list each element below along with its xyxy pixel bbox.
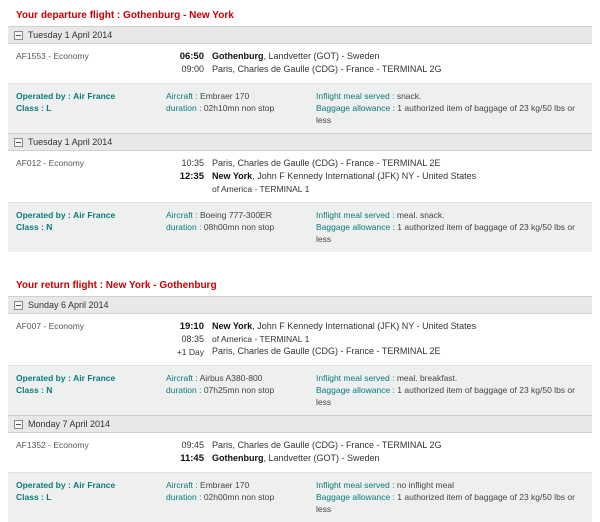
flight-number: AF007 - Economy bbox=[16, 321, 85, 331]
flight-row bbox=[8, 314, 592, 365]
class-line bbox=[16, 491, 166, 503]
arrival-place bbox=[212, 345, 586, 358]
operated-by-line bbox=[16, 90, 166, 102]
arrival-airport: Paris, Charles de Gaulle (CDG) - France - TERMINAL 2G bbox=[212, 64, 442, 74]
arrival-time: 08:35 bbox=[181, 334, 204, 344]
flight-times bbox=[166, 439, 212, 465]
flight-places bbox=[212, 50, 586, 76]
meal-label: Inflight meal served : bbox=[316, 373, 395, 383]
arrival-airport: Paris, Charles de Gaulle (CDG) - France - TERMINAL 2E bbox=[212, 346, 441, 356]
aircraft-value: Embraer 170 bbox=[200, 91, 250, 101]
operated-by-label: Operated by : bbox=[16, 91, 71, 101]
departure-airport: , John F Kennedy International (JFK) NY - United States bbox=[252, 321, 477, 331]
arrival-time: 11:45 bbox=[180, 453, 204, 464]
aircraft-label: Aircraft : bbox=[166, 373, 198, 383]
duration-label: duration : bbox=[166, 385, 202, 395]
flight-block bbox=[8, 44, 592, 133]
arrival-city: New York bbox=[212, 171, 253, 181]
flight-times bbox=[166, 157, 212, 183]
aircraft-line bbox=[166, 372, 316, 384]
aircraft-column bbox=[166, 90, 316, 126]
departure-place-sub: of America - TERMINAL 1 bbox=[212, 334, 310, 344]
operator-column bbox=[16, 209, 166, 245]
flight-row bbox=[8, 44, 592, 83]
duration-label: duration : bbox=[166, 492, 202, 502]
aircraft-line bbox=[166, 90, 316, 102]
operated-by-value: Air France bbox=[73, 210, 116, 220]
class-line bbox=[16, 384, 166, 396]
service-column bbox=[316, 209, 586, 245]
operated-by-label: Operated by : bbox=[16, 480, 71, 490]
aircraft-column bbox=[166, 209, 316, 245]
class-label: Class : bbox=[16, 385, 44, 395]
baggage-line bbox=[316, 102, 586, 126]
duration-value: 02h00mn non stop bbox=[203, 492, 275, 502]
meal-line bbox=[316, 372, 586, 384]
meal-value: no inflight meal bbox=[396, 480, 454, 490]
departure-airport: , Landvetter (GOT) - Sweden bbox=[263, 51, 380, 61]
departure-section bbox=[8, 6, 592, 252]
baggage-label: Baggage allowance : bbox=[316, 492, 395, 502]
service-column bbox=[316, 90, 586, 126]
flight-row bbox=[8, 433, 592, 472]
flight-detail-row bbox=[8, 83, 592, 133]
collapse-icon[interactable] bbox=[14, 301, 23, 310]
arrival-time: 12:35 bbox=[179, 171, 204, 182]
meal-line bbox=[316, 90, 586, 102]
aircraft-label: Aircraft : bbox=[166, 91, 198, 101]
meal-value: meal. snack. bbox=[396, 210, 445, 220]
operated-by-value: Air France bbox=[73, 373, 116, 383]
flight-block bbox=[8, 151, 592, 252]
departure-time: 10:35 bbox=[181, 158, 204, 168]
flight-row bbox=[8, 151, 592, 202]
operator-column bbox=[16, 372, 166, 408]
aircraft-label: Aircraft : bbox=[166, 480, 198, 490]
baggage-label: Baggage allowance : bbox=[316, 385, 395, 395]
duration-line bbox=[166, 102, 316, 114]
departure-place bbox=[212, 50, 586, 63]
flight-number: AF012 - Economy bbox=[16, 158, 85, 168]
baggage-line bbox=[316, 221, 586, 245]
arrival-airport: , John F Kennedy International (JFK) NY - United States bbox=[252, 171, 477, 181]
departure-place bbox=[212, 439, 586, 452]
baggage-value: 1 authorized item of baggage of 23 kg/50 lbs or less bbox=[316, 385, 575, 407]
baggage-value: 1 authorized item of baggage of 23 kg/50 lbs or less bbox=[316, 222, 575, 244]
class-line bbox=[16, 221, 166, 233]
operated-by-line bbox=[16, 209, 166, 221]
service-column bbox=[316, 372, 586, 408]
duration-label: duration : bbox=[166, 222, 202, 232]
day-header[interactable] bbox=[8, 296, 592, 314]
meal-label: Inflight meal served : bbox=[316, 210, 395, 220]
departure-airport: Paris, Charles de Gaulle (CDG) - France - TERMINAL 2G bbox=[212, 440, 442, 450]
meal-label: Inflight meal served : bbox=[316, 480, 395, 490]
baggage-line bbox=[316, 384, 586, 408]
flight-number: AF1352 - Economy bbox=[16, 440, 89, 450]
flight-places bbox=[212, 157, 586, 195]
duration-value: 08h00mn non stop bbox=[203, 222, 275, 232]
baggage-value: 1 authorized item of baggage of 23 kg/50 lbs or less bbox=[316, 103, 575, 125]
flight-detail-row bbox=[8, 202, 592, 252]
departure-city: New York bbox=[212, 321, 253, 331]
meal-line bbox=[316, 479, 586, 491]
class-line bbox=[16, 102, 166, 114]
duration-value: 02h10mn non stop bbox=[203, 103, 275, 113]
day-header[interactable] bbox=[8, 133, 592, 151]
departure-place bbox=[212, 157, 586, 170]
operator-column bbox=[16, 479, 166, 515]
day-date: Sunday 6 April 2014 bbox=[28, 300, 109, 310]
day-date: Tuesday 1 April 2014 bbox=[28, 30, 113, 40]
aircraft-value: Embraer 170 bbox=[200, 480, 250, 490]
aircraft-value: Airbus A380-800 bbox=[199, 373, 263, 383]
day-date: Monday 7 April 2014 bbox=[28, 419, 111, 429]
aircraft-line bbox=[166, 209, 316, 221]
meal-value: snack. bbox=[396, 91, 422, 101]
meal-value: meal. breakfast. bbox=[396, 373, 458, 383]
duration-label: duration : bbox=[166, 103, 202, 113]
flight-times bbox=[166, 320, 212, 358]
arrival-city: Gothenburg bbox=[212, 453, 264, 463]
meal-line bbox=[316, 209, 586, 221]
aircraft-column bbox=[166, 372, 316, 408]
departure-time: 09:45 bbox=[181, 440, 204, 450]
departure-place bbox=[212, 320, 586, 333]
flight-places bbox=[212, 439, 586, 465]
extra-day-indicator: +1 Day bbox=[176, 347, 204, 357]
departure-airport: Paris, Charles de Gaulle (CDG) - France - TERMINAL 2E bbox=[212, 158, 441, 168]
return-section bbox=[8, 276, 592, 522]
day-date: Tuesday 1 April 2014 bbox=[28, 137, 113, 147]
operated-by-value: Air France bbox=[73, 480, 116, 490]
operated-by-line bbox=[16, 372, 166, 384]
day-header[interactable] bbox=[8, 26, 592, 44]
aircraft-line bbox=[166, 479, 316, 491]
baggage-label: Baggage allowance : bbox=[316, 222, 395, 232]
aircraft-label: Aircraft : bbox=[166, 210, 198, 220]
operated-by-line bbox=[16, 479, 166, 491]
operated-by-label: Operated by : bbox=[16, 373, 71, 383]
arrival-place-sub: of America - TERMINAL 1 bbox=[212, 184, 310, 194]
collapse-icon[interactable] bbox=[14, 420, 23, 429]
arrival-place bbox=[212, 170, 586, 183]
collapse-icon[interactable] bbox=[14, 31, 23, 40]
flight-block bbox=[8, 433, 592, 522]
class-label: Class : bbox=[16, 222, 44, 232]
day-header[interactable] bbox=[8, 415, 592, 433]
operated-by-label: Operated by : bbox=[16, 210, 71, 220]
operator-column bbox=[16, 90, 166, 126]
class-label: Class : bbox=[16, 103, 44, 113]
duration-value: 07h25mn non stop bbox=[203, 385, 275, 395]
baggage-value: 1 authorized item of baggage of 23 kg/50 lbs or less bbox=[316, 492, 575, 514]
baggage-label: Baggage allowance : bbox=[316, 103, 395, 113]
arrival-time: 09:00 bbox=[181, 64, 204, 74]
collapse-icon[interactable] bbox=[14, 138, 23, 147]
departure-time: 19:10 bbox=[179, 321, 204, 332]
meal-label: Inflight meal served : bbox=[316, 91, 395, 101]
flight-detail-row bbox=[8, 472, 592, 522]
arrival-airport: , Landvetter (GOT) - Sweden bbox=[263, 453, 380, 463]
service-column bbox=[316, 479, 586, 515]
class-value: L bbox=[46, 103, 52, 113]
return-section-title: Your return flight : New York - Gothenburg bbox=[16, 280, 217, 291]
departure-time: 06:50 bbox=[179, 51, 204, 62]
class-value: N bbox=[46, 385, 53, 395]
flight-block bbox=[8, 314, 592, 415]
departure-city: Gothenburg bbox=[212, 51, 264, 61]
baggage-line bbox=[316, 491, 586, 515]
departure-section-title: Your departure flight : Gothenburg - New York bbox=[16, 10, 234, 21]
aircraft-column bbox=[166, 479, 316, 515]
class-label: Class : bbox=[16, 492, 44, 502]
flight-places bbox=[212, 320, 586, 358]
class-value: N bbox=[46, 222, 53, 232]
operated-by-value: Air France bbox=[73, 91, 116, 101]
arrival-place bbox=[212, 452, 586, 465]
duration-line bbox=[166, 491, 316, 503]
class-value: L bbox=[46, 492, 52, 502]
section-spacer bbox=[8, 262, 592, 276]
duration-line bbox=[166, 384, 316, 396]
arrival-place bbox=[212, 63, 586, 76]
duration-line bbox=[166, 221, 316, 233]
flight-times bbox=[166, 50, 212, 76]
aircraft-value: Boeing 777-300ER bbox=[200, 210, 272, 220]
flight-detail-row bbox=[8, 365, 592, 415]
flight-number: AF1553 - Economy bbox=[16, 51, 89, 61]
